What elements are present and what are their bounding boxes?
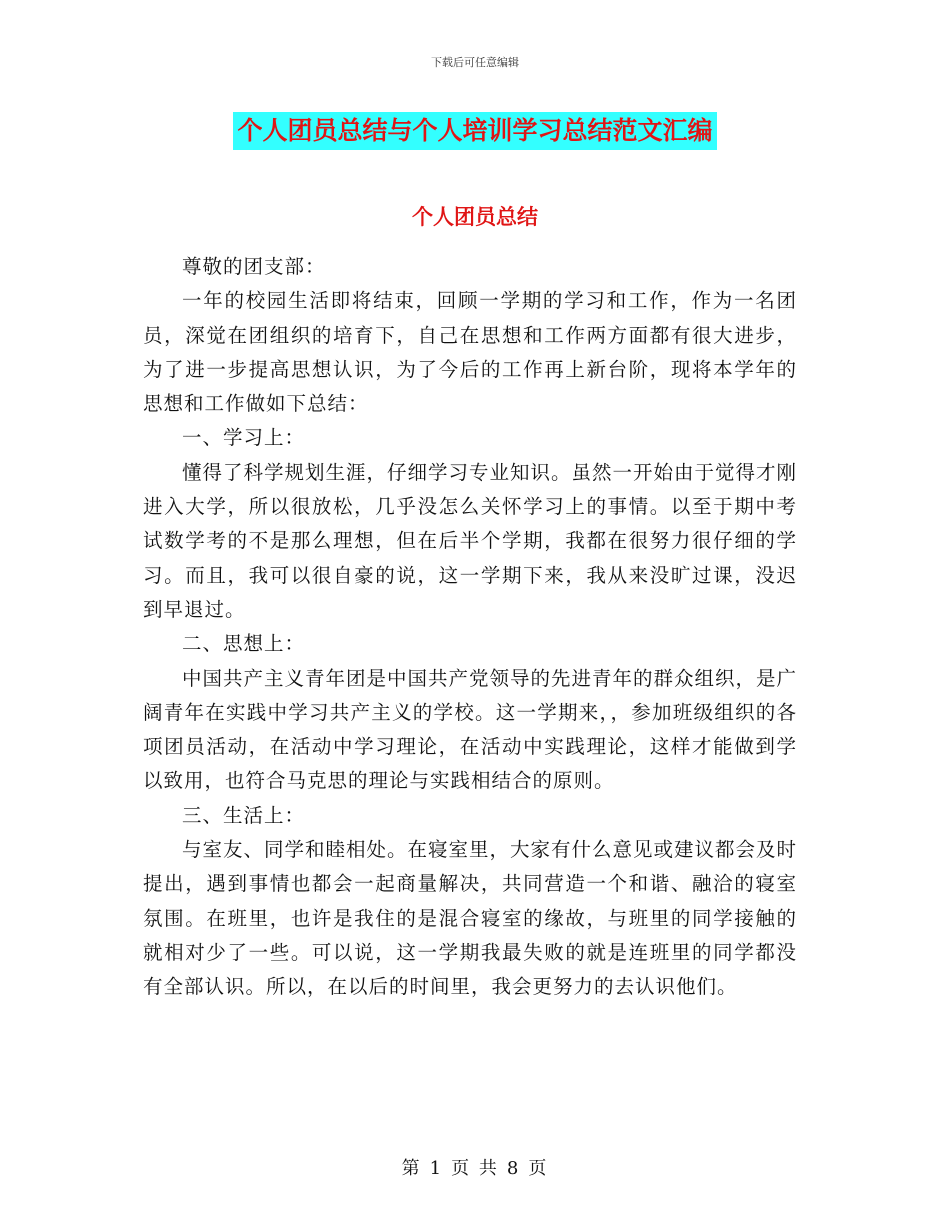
footer-suffix: 页	[528, 1158, 549, 1179]
footer-middle: 页 共	[451, 1158, 499, 1179]
paragraph-intro: 一年的校园生活即将结束，回顾一学期的学习和工作，作为一名团员，深觉在团组织的培育下，自己在思想和工作两方面都有很大进步，为了进一步提高思想认识，为了今后的工作再上新台阶，现将本学年的思想和工作做如下总结：	[143, 289, 797, 416]
document-title-text: 个人团员总结与个人培训学习总结范文汇编	[233, 112, 716, 150]
document-body	[143, 250, 797, 1005]
footer-prefix: 第	[401, 1158, 422, 1179]
footer-total-pages: 8	[506, 1158, 521, 1179]
paragraph-study: 懂得了科学规划生涯，仔细学习专业知识。虽然一开始由于觉得才刚进入大学，所以很放松，几乎没怎么关怀学习上的事情。以至于期中考试数学考的不是那么理想，但在后半个学期，我都在很努力很仔细的学习。而且，我可以很自豪的说，这一学期下来，我从来没旷过课，没迟到早退过。	[143, 460, 798, 621]
paragraph-salutation: 尊敬的团支部：	[182, 255, 326, 278]
page-footer	[0, 1154, 950, 1180]
heading-thought: 二、思想上：	[182, 632, 306, 656]
header-note: 下载后可任意编辑	[431, 56, 519, 69]
section-title: 个人团员总结	[412, 204, 538, 229]
document-title	[0, 112, 950, 150]
paragraph-life: 与室友、同学和睦相处。在寝室里，大家有什么意见或建议都会及时提出，遇到事情也都会一起商量解决，共同营造一个和谐、融洽的寝室氛围。在班里，也许是我住的是混合寝室的缘故，与班里的同学接触的就相对少了一些。可以说，这一学期我最失败的就是连班里的同学都没有全部认识。所以，在以后的时间里，我会更努力的去认识他们。	[143, 838, 798, 999]
heading-life: 三、生活上：	[182, 803, 306, 827]
heading-study: 一、学习上：	[182, 426, 306, 450]
footer-page-number: 1	[429, 1158, 444, 1179]
paragraph-thought: 中国共产主义青年团是中国共产党领导的先进青年的群众组织，是广阔青年在实践中学习共产主义的学校。这一学期来，，参加班级组织的各项团员活动，在活动中学习理论，在活动中实践理论，这样才能做到学以致用，也符合马克思的理论与实践相结合的原则。	[143, 666, 798, 793]
